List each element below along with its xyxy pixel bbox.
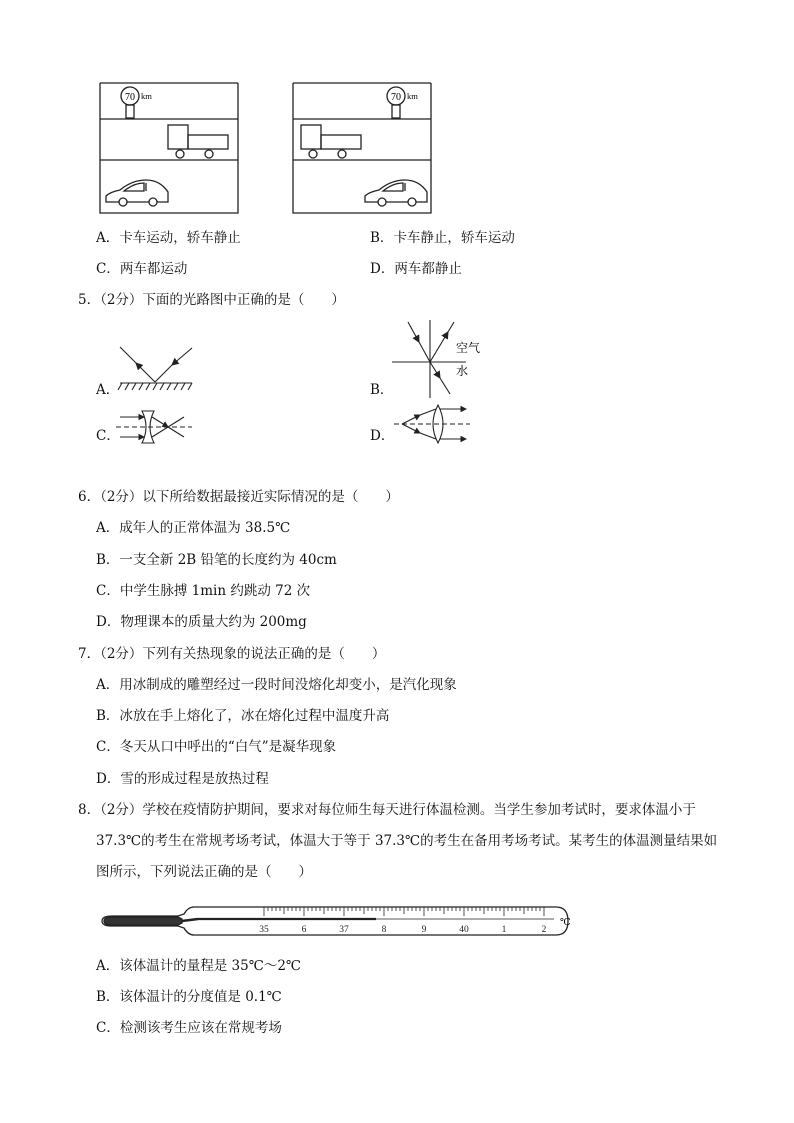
- thermometer-unit: ℃: [560, 918, 571, 928]
- q6-option-b: B．一支全新 2B 铅笔的长度约为 40cm: [96, 552, 337, 568]
- thermometer-tick-label: 35: [259, 925, 269, 935]
- q7-option-d: D．雪的形成过程是放热过程: [96, 771, 269, 787]
- thermometer-tick-label: 1: [501, 925, 507, 935]
- thermometer-tick-label: 40: [459, 925, 469, 935]
- q8-option-c: C．检测该考生应该在常规考场: [96, 1020, 282, 1036]
- q5-label-a: A．: [96, 382, 120, 398]
- thermometer-tick-label: 8: [381, 925, 387, 935]
- q7-stem: 7．（2分）下列有关热现象的说法正确的是（ ）: [78, 646, 386, 662]
- q5-figure-d-convex-lens: [392, 404, 472, 444]
- q4-scene-left: [98, 82, 240, 215]
- q8-thermometer: [98, 904, 574, 938]
- q6-option-d: D．物理课本的质量大约为 200mg: [96, 614, 307, 630]
- q6-stem: 6．（2分）以下所给数据最接近实际情况的是（ ）: [78, 489, 399, 505]
- q7-option-c: C．冬天从口中呼出的“白气”是凝华现象: [96, 739, 337, 755]
- q7-option-b: B．冰放在手上熔化了，冰在熔化过程中温度升高: [96, 708, 390, 724]
- q8-stem-line3: 图所示，下列说法正确的是（ ）: [96, 864, 312, 880]
- q4-option-a: A．卡车运动，轿车静止: [96, 230, 241, 246]
- q8-option-b: B．该体温计的分度值是 0.1℃: [96, 989, 282, 1005]
- q5-figure-a-reflection: [112, 343, 198, 395]
- q5-label-c: C．: [96, 428, 120, 444]
- q4-scene-right: [291, 82, 433, 215]
- thermometer-tick-label: 37: [339, 925, 349, 935]
- speed-sign-value: 70: [391, 92, 401, 103]
- air-label: 空气: [456, 341, 481, 355]
- speed-sign-unit: km: [141, 91, 152, 101]
- q8-stem-line1: 8．（2分）学校在疫情防护期间，要求对每位师生每天进行体温检测。当学生参加考试时，要求体温小于: [78, 802, 696, 818]
- thermometer-tick-label: 2: [541, 925, 547, 935]
- q5-label-d: D．: [370, 428, 395, 444]
- q6-option-a: A．成年人的正常体温为 38.5℃: [96, 520, 291, 536]
- speed-sign-value: 70: [125, 92, 135, 103]
- q5-figure-c-concave-lens: [114, 410, 194, 444]
- q5-figure-b-refraction: [390, 318, 490, 400]
- speed-sign-unit: km: [407, 91, 418, 101]
- q4-option-c: C．两车都运动: [96, 261, 188, 277]
- q5-stem: 5．（2分）下面的光路图中正确的是（ ）: [78, 292, 345, 308]
- q6-option-c: C．中学生脉搏 1min 约跳动 72 次: [96, 583, 311, 599]
- q8-option-a: A．该体温计的量程是 35℃～2℃: [96, 958, 302, 974]
- water-label: 水: [456, 364, 469, 378]
- q4-option-b: B．卡车静止，轿车运动: [370, 230, 515, 246]
- q4-option-d: D．两车都静止: [370, 261, 462, 277]
- q5-label-b: B．: [370, 382, 394, 398]
- q7-option-a: A．用冰制成的雕塑经过一段时间没熔化却变小，是汽化现象: [96, 677, 457, 693]
- q8-stem-line2: 37.3℃的考生在常规考场考试，体温大于等于 37.3℃的考生在备用考场考试。某考生的体温测量结果如: [96, 833, 718, 849]
- thermometer-tick-label: 9: [421, 925, 427, 935]
- thermometer-tick-label: 6: [301, 925, 307, 935]
